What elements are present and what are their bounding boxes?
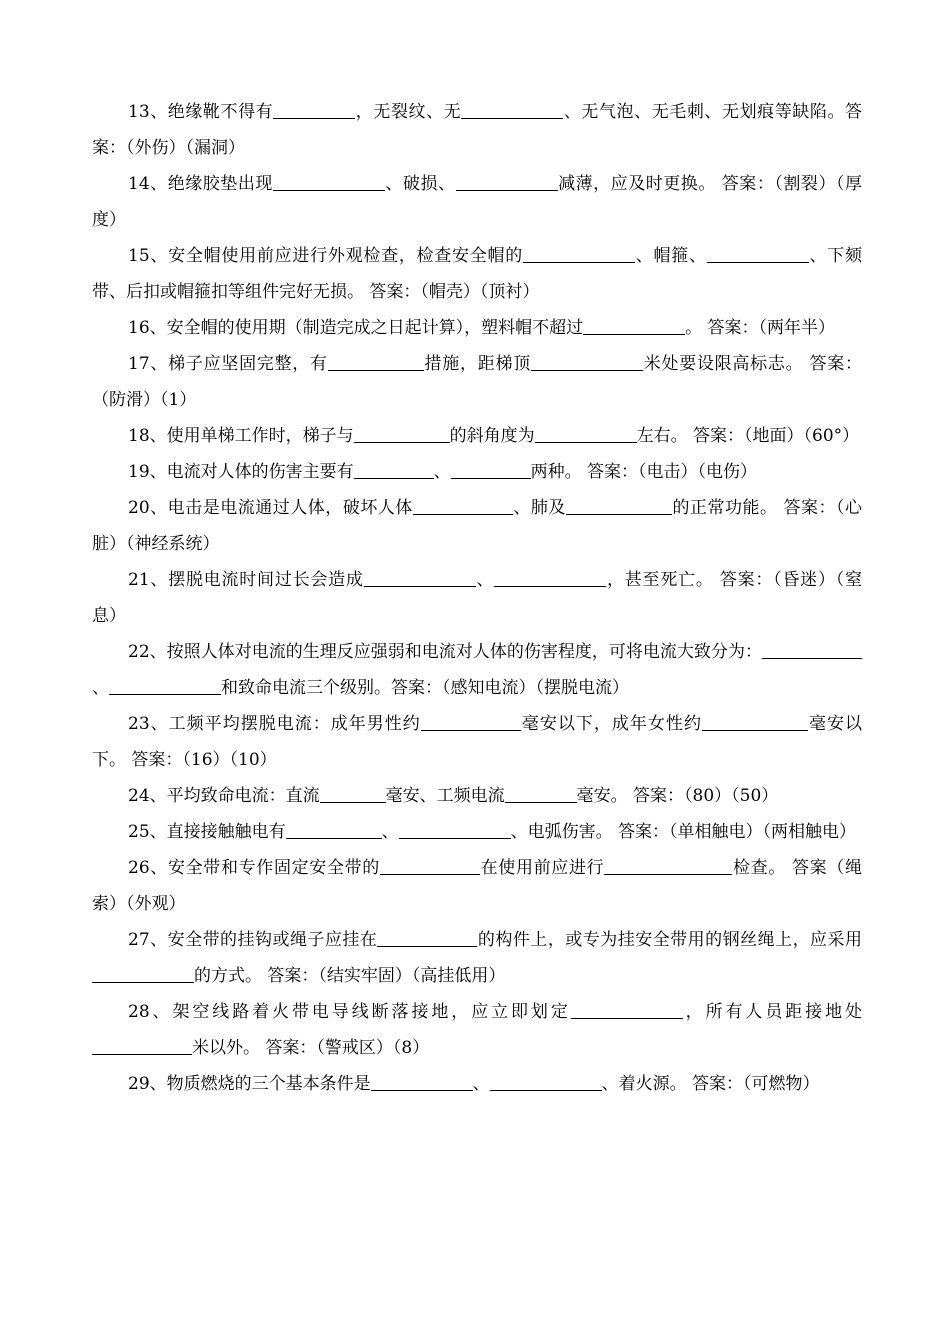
question-text: 毫安。 答案：（80）（50） — [576, 786, 779, 806]
fill-in-blank — [421, 713, 521, 731]
fill-in-blank — [531, 353, 643, 371]
question-text: 、着火源。 答案：（可燃物） — [601, 1074, 820, 1094]
fill-in-blank — [354, 461, 434, 479]
question-text: 。 答案：（两年半） — [685, 318, 836, 338]
question-number: 22、 — [128, 642, 167, 662]
question-number: 25、 — [128, 822, 167, 842]
question-item — [92, 346, 862, 418]
fill-in-blank — [461, 101, 563, 119]
document-page — [92, 94, 862, 1102]
question-item — [92, 562, 862, 634]
question-text: 安全带的挂钩或绳子应挂在 — [167, 930, 378, 950]
question-text: 使用单梯工作时，梯子与 — [166, 426, 354, 446]
fill-in-blank — [451, 461, 531, 479]
question-text: ，无裂纹、无 — [355, 102, 462, 122]
question-text: 安全帽的使用期（制造完成之日起计算），塑料帽不超过 — [166, 318, 584, 338]
fill-in-blank — [707, 245, 809, 263]
question-number: 20、 — [128, 498, 168, 518]
question-number: 21、 — [128, 570, 169, 590]
question-number: 15、 — [128, 246, 169, 266]
question-text: 平均致命电流：直流 — [166, 786, 320, 806]
fill-in-blank — [583, 317, 685, 335]
question-text: 梯子应坚固完整，有 — [168, 354, 328, 374]
question-text: 和致命电流三个级别。答案：（感知电流）（摆脱电流） — [221, 678, 629, 698]
question-item — [92, 94, 862, 166]
question-item — [92, 490, 862, 562]
fill-in-blank — [494, 569, 606, 587]
question-text: 、肺及 — [512, 498, 566, 518]
question-text: 绝缘靴不得有 — [167, 102, 274, 122]
question-text: 米处要设限高标志。 答案：（防滑）（1） — [92, 354, 863, 410]
question-item — [92, 814, 862, 850]
question-text: 、 — [472, 1074, 490, 1094]
fill-in-blank — [371, 1073, 473, 1091]
fill-in-blank — [566, 497, 672, 515]
fill-in-blank — [286, 821, 382, 839]
question-text: 、破损、 — [384, 174, 456, 194]
question-text: 减薄，应及时更换。 答案：（割裂）（厚度） — [92, 174, 863, 230]
question-text: 两种。 答案：（电击）（电伤） — [530, 462, 758, 482]
question-text: 毫安、工频电流 — [385, 786, 505, 806]
question-item — [92, 1066, 862, 1102]
question-item — [92, 238, 862, 310]
question-text: 、 — [433, 462, 451, 482]
question-text: 绝缘胶垫出现 — [167, 174, 273, 194]
question-number: 26、 — [128, 858, 168, 878]
question-number: 17、 — [128, 354, 169, 374]
question-number: 29、 — [128, 1074, 167, 1094]
question-text: 直接接触触电有 — [166, 822, 286, 842]
question-text: 电流对人体的伤害主要有 — [166, 462, 354, 482]
fill-in-blank — [399, 821, 511, 839]
fill-in-blank — [328, 353, 424, 371]
fill-in-blank — [604, 857, 732, 875]
question-text: 、下颏带、后扣或帽箍扣等组件完好无损。 答案：（帽壳）（顶衬） — [92, 246, 863, 302]
question-text: 摆脱电流时间过长会造成 — [168, 570, 364, 590]
question-item — [92, 418, 862, 454]
question-text: 、帽箍、 — [635, 246, 707, 266]
question-number: 19、 — [128, 462, 167, 482]
question-number: 23、 — [128, 714, 169, 734]
fill-in-blank — [523, 245, 635, 263]
question-text: 、无气泡、无毛刺、无划痕等缺陷。答案：（外伤）（漏洞） — [92, 102, 863, 158]
fill-in-blank — [456, 173, 558, 191]
question-number: 16、 — [128, 318, 167, 338]
fill-in-blank — [505, 785, 577, 803]
question-text: 工频平均摆脱电流：成年男性约 — [168, 714, 421, 734]
fill-in-blank — [535, 425, 637, 443]
question-number: 24、 — [128, 786, 167, 806]
fill-in-blank — [380, 857, 480, 875]
question-number: 27、 — [128, 930, 168, 950]
question-text: 措施，距梯顶 — [423, 354, 531, 374]
fill-in-blank — [273, 101, 355, 119]
fill-in-blank — [413, 497, 513, 515]
fill-in-blank — [92, 1037, 192, 1055]
fill-in-blank — [762, 641, 862, 659]
question-text: 架空线路着火带电导线断落接地，应立即划定 — [172, 1002, 571, 1022]
question-text: 安全带和专作固定安全带的 — [167, 858, 380, 878]
question-item — [92, 922, 862, 994]
question-text: 按照人体对电流的生理反应强弱和电流对人体的伤害程度，可将电流大致分为： — [166, 642, 762, 662]
question-text: 、电弧伤害。 答案：（单相触电）（两相触电） — [510, 822, 857, 842]
question-item — [92, 850, 862, 922]
question-item — [92, 706, 862, 778]
question-item — [92, 166, 862, 238]
question-text: 检查。 答案（绳索）（外观） — [92, 858, 863, 914]
question-text: 左右。 答案：（地面）（60°） — [636, 426, 860, 446]
question-text: 、 — [475, 570, 495, 590]
question-number: 14、 — [128, 174, 168, 194]
question-text: 的斜角度为 — [449, 426, 535, 446]
question-text: 、 — [381, 822, 399, 842]
question-item — [92, 310, 862, 346]
question-text: 电击是电流通过人体，破坏人体 — [167, 498, 413, 518]
question-text: 的正常功能。 答案：（心脏）（神经系统） — [92, 498, 863, 554]
question-item — [92, 634, 862, 706]
fill-in-blank — [571, 1001, 683, 1019]
question-text: 在使用前应进行 — [479, 858, 605, 878]
fill-in-blank — [92, 965, 194, 983]
fill-in-blank — [702, 713, 808, 731]
fill-in-blank — [109, 677, 221, 695]
question-text: 毫安以下，成年女性约 — [520, 714, 702, 734]
question-text: 物质燃烧的三个基本条件是 — [166, 1074, 371, 1094]
question-text: 、 — [92, 678, 109, 698]
question-text: 安全帽使用前应进行外观检查，检查安全帽的 — [168, 246, 524, 266]
question-text: ，所有人员距接地处 — [682, 1002, 862, 1022]
fill-in-blank — [490, 1073, 602, 1091]
question-item — [92, 454, 862, 490]
question-item — [92, 994, 862, 1066]
question-text: 的方式。 答案：（结实牢固）（高挂低用） — [194, 966, 506, 986]
fill-in-blank — [354, 425, 450, 443]
question-text: 的构件上，或专为挂安全带用的钢丝绳上，应采用 — [477, 930, 863, 950]
question-text: 毫安以下。 答案：（16）（10） — [92, 714, 863, 770]
fill-in-blank — [364, 569, 476, 587]
fill-in-blank — [377, 929, 477, 947]
question-number: 28、 — [128, 1002, 173, 1022]
question-number: 18、 — [128, 426, 167, 446]
question-text: 米以外。 答案：（警戒区）（8） — [192, 1038, 430, 1058]
question-text: ，甚至死亡。 答案：（昏迷）（窒息） — [92, 570, 863, 626]
fill-in-blank — [273, 173, 385, 191]
question-number: 13、 — [128, 102, 168, 122]
question-item — [92, 778, 862, 814]
fill-in-blank — [320, 785, 386, 803]
